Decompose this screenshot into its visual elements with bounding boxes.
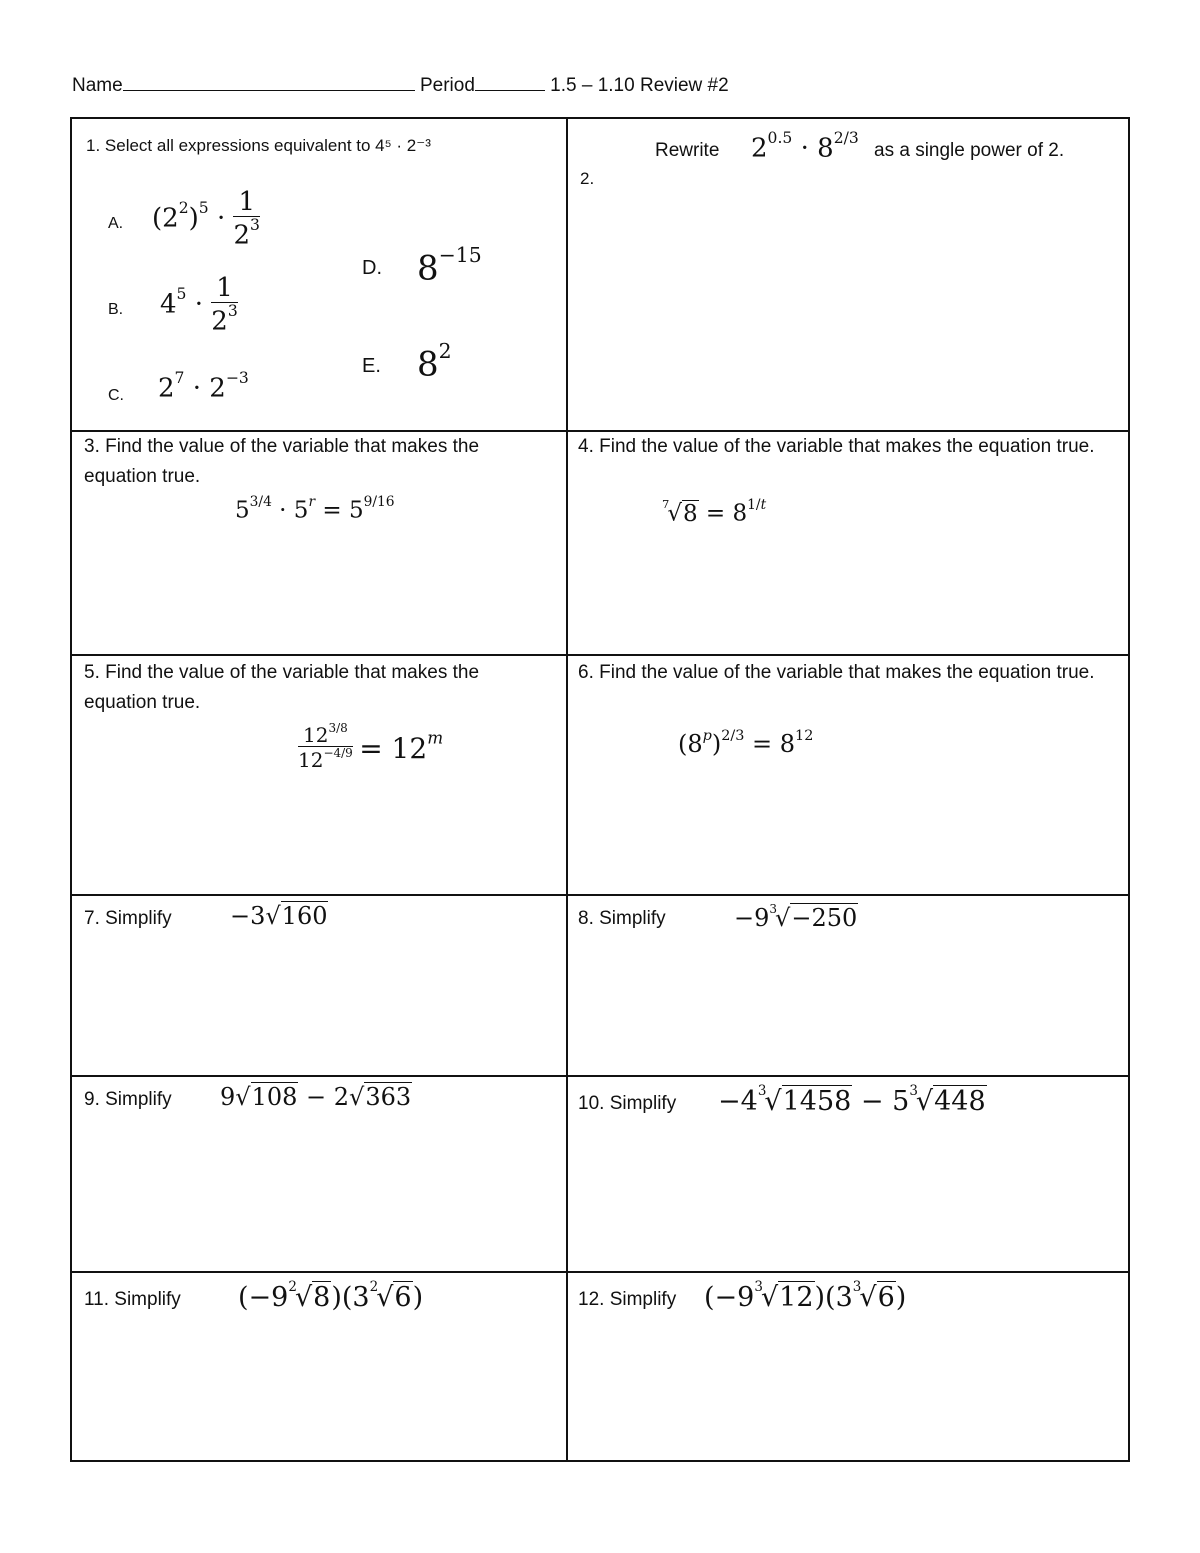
- option-e-expression: $8^2$: [417, 339, 452, 385]
- question-9-cell: [72, 1077, 566, 1271]
- question-9-expression: 9√108 − 2√363: [220, 1083, 412, 1111]
- question-2-cell: [568, 119, 1128, 430]
- option-d-letter: D.: [362, 257, 382, 279]
- question-10-expression: $-4^3√1458 - 5^3√448$: [718, 1083, 986, 1117]
- option-d-expression: $8^{-15}$: [417, 243, 482, 289]
- question-8-expression: $-9^3√-250$: [734, 902, 858, 933]
- question-11-cell: [72, 1273, 566, 1460]
- period-label: Period: [419, 75, 475, 96]
- question-1-cell: [72, 119, 566, 430]
- option-c-letter: C.: [108, 387, 124, 404]
- question-12-prompt: 12. Simplify: [578, 1289, 677, 1310]
- question-7-cell: [72, 896, 566, 1075]
- question-4-equation: $^7√8 = 8^{1/t}$: [662, 497, 767, 527]
- question-2-prompt-start: Rewrite: [655, 140, 720, 161]
- option-b-letter: B.: [108, 301, 124, 318]
- option-a-letter: A.: [108, 215, 124, 232]
- worksheet-header: [72, 72, 729, 97]
- option-b-expression: $4^5$ · $\frac{1}{2^3}$: [160, 273, 238, 337]
- question-8-prompt: 8. Simplify: [578, 908, 666, 929]
- name-label: Name: [72, 75, 123, 96]
- question-5-cell: [72, 656, 566, 894]
- question-6-cell: [568, 656, 1128, 894]
- option-c-expression: $2^7 \cdot 2^{-3}$: [158, 369, 249, 404]
- question-grid: [70, 117, 1130, 1462]
- question-5-prompt: 5. Find the value of the variable that makes the equation true.: [84, 662, 480, 713]
- question-7-prompt: 7. Simplify: [84, 908, 172, 929]
- question-11-expression: $(-9^2√8)(3^2√6)$: [238, 1279, 424, 1313]
- question-3-prompt: 3. Find the value of the variable that makes the equation true.: [84, 436, 480, 487]
- question-10-prompt: 10. Simplify: [578, 1093, 677, 1114]
- option-a-expression: $(2^2)^5$ · $\frac{1}{2^3}$: [152, 187, 260, 251]
- question-5-equation: $\frac{12^{3/8}}{12^{-4/9}}$ = $12^m$: [298, 721, 444, 773]
- question-9-prompt: 9. Simplify: [84, 1089, 172, 1110]
- question-10-cell: [568, 1077, 1128, 1271]
- question-11-prompt: 11. Simplify: [84, 1289, 181, 1310]
- question-2-number: 2.: [580, 169, 595, 188]
- worksheet-title: 1.5 – 1.10 Review #2: [550, 75, 729, 96]
- question-4-prompt: 4. Find the value of the variable that makes the equation true.: [578, 436, 1095, 457]
- question-12-cell: [568, 1273, 1128, 1460]
- question-8-cell: [568, 896, 1128, 1075]
- period-blank[interactable]: [475, 72, 545, 91]
- question-2-prompt-end: as a single power of 2.: [874, 140, 1065, 161]
- option-e-letter: E.: [362, 355, 381, 377]
- question-1-prompt: 1. Select all expressions equivalent to 4⁵ · 2⁻³: [86, 136, 431, 155]
- question-12-expression: $(-9^3√12)(3^3√6)$: [704, 1279, 907, 1313]
- question-3-equation: $5^{3/4} \cdot 5^r = 5^{9/16}$: [235, 494, 395, 524]
- question-6-equation: $(8^p)^{2/3} = 8^{12}$: [678, 728, 814, 759]
- question-4-cell: [568, 432, 1128, 654]
- question-3-cell: [72, 432, 566, 654]
- question-2-expression: $2^{0.5} \cdot 8^{2/3}$: [751, 129, 859, 164]
- name-blank[interactable]: [123, 72, 415, 91]
- question-7-expression: −3√160: [230, 902, 328, 930]
- question-6-prompt: 6. Find the value of the variable that makes the equation true.: [578, 662, 1095, 683]
